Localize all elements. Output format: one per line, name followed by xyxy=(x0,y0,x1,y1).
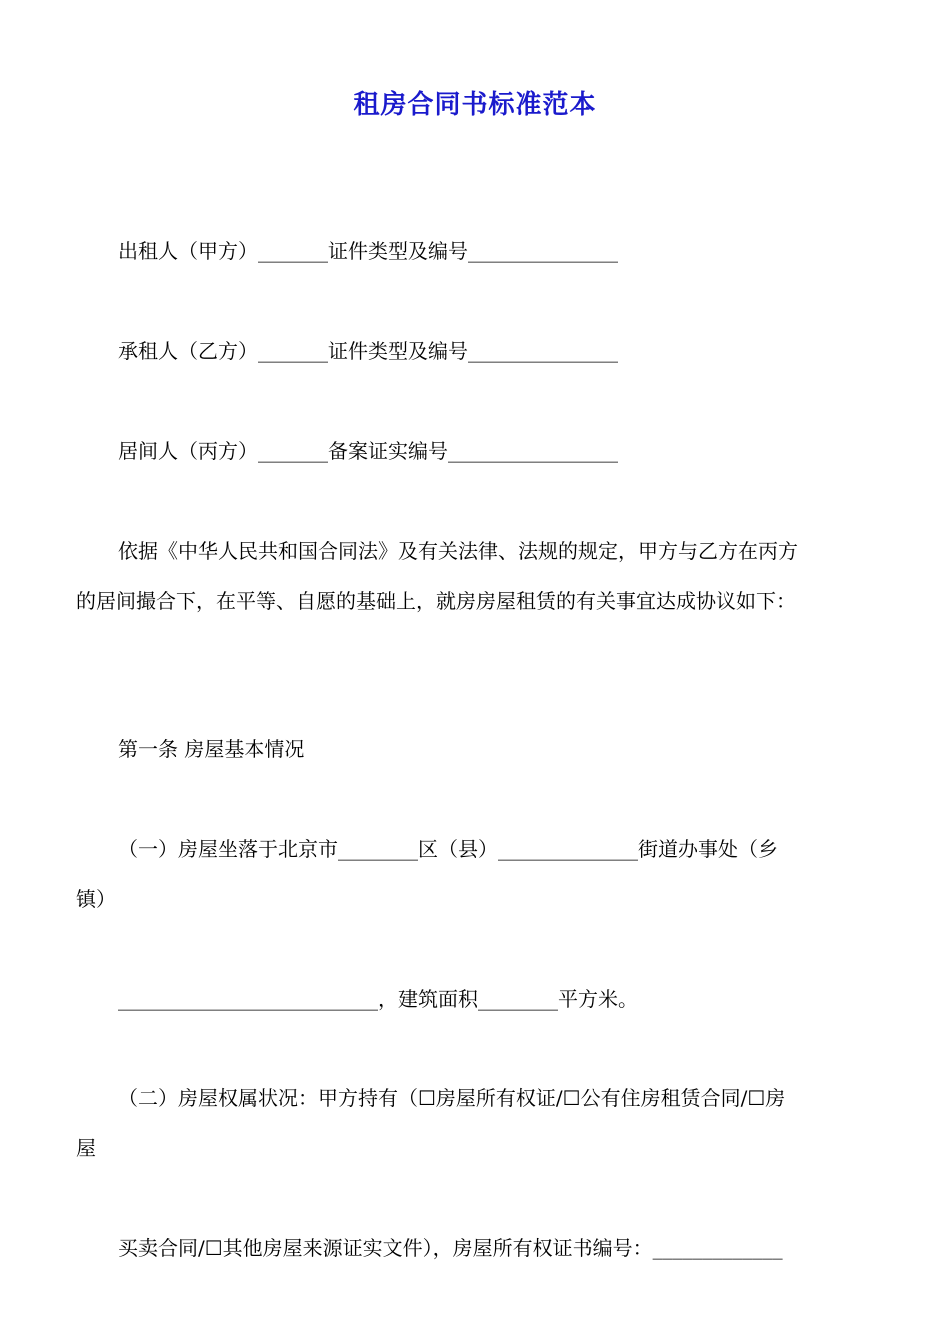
clause-1-line-2: 镇） xyxy=(76,887,116,911)
lessor-line: 出租人（甲方）_______证件类型及编号_______________ xyxy=(118,239,618,263)
clause-1-line-1: （一）房屋坐落于北京市________区（县）______________街道办事处（乡 xyxy=(118,837,778,861)
lessee-line: 承租人（乙方）_______证件类型及编号_______________ xyxy=(118,339,618,363)
clause-2-line-3: 买卖合同/☐其他房屋来源证实文件），房屋所有权证书编号：_____________ xyxy=(118,1236,783,1260)
article-1-heading: 第一条 房屋基本情况 xyxy=(118,737,305,761)
agent-line: 居间人（丙方）_______备案证实编号_________________ xyxy=(118,439,618,463)
clause-2-line-2: 屋 xyxy=(76,1136,96,1160)
clause-2-line-1: （二）房屋权属状况：甲方持有（☐房屋所有权证/☐公有住房租赁合同/☐房 xyxy=(118,1086,786,1110)
intro-paragraph-line-2: 的居间撮合下，在平等、自愿的基础上，就房房屋租赁的有关事宜达成协议如下： xyxy=(76,589,796,613)
intro-paragraph-line-1: 依据《中华人民共和国合同法》及有关法律、法规的规定，甲方与乙方在丙方 xyxy=(118,539,798,563)
document-title: 租房合同书标准范本 xyxy=(353,90,597,120)
clause-1-line-3: __________________________，建筑面积________平方米。 xyxy=(118,987,638,1011)
